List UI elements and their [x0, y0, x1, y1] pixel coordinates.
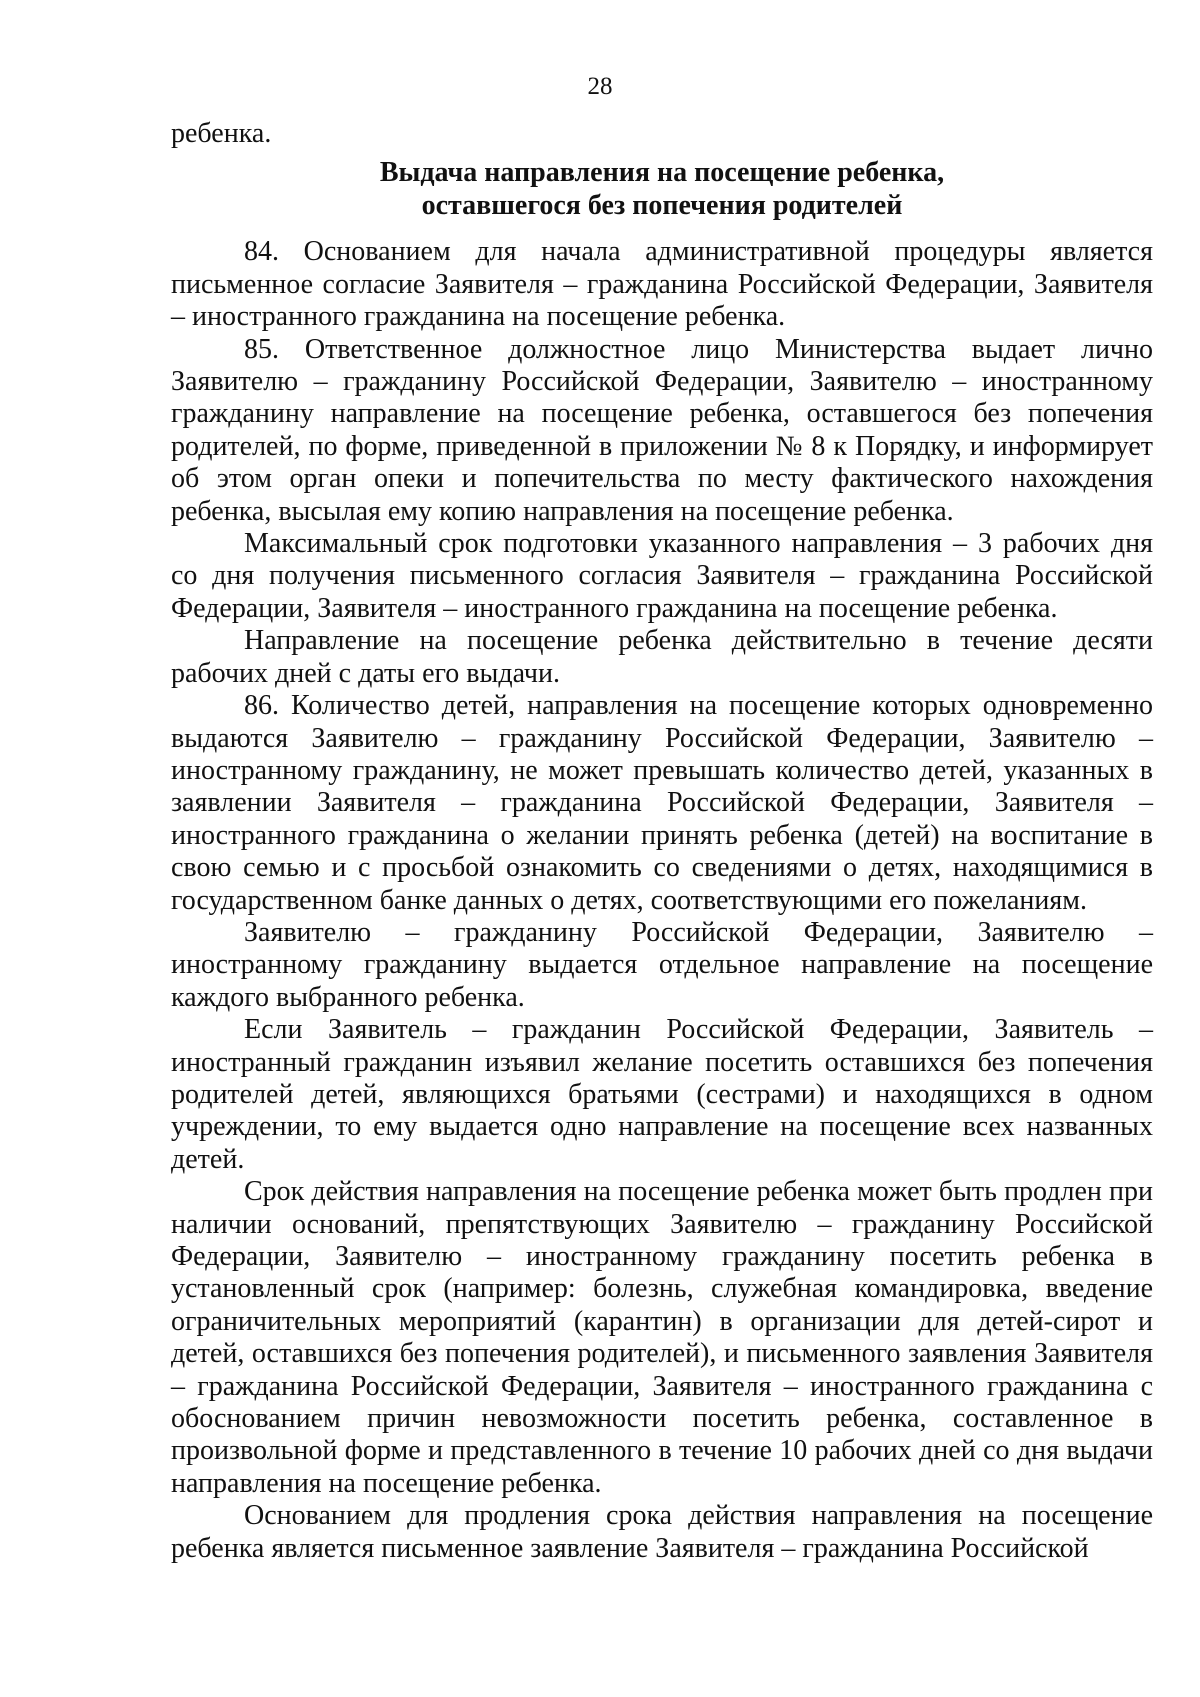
- paragraph-extension: Срок действия направления на посещение ребенка может быть продлен при наличии оснований, препятствующих Заявителю – гражданину Российской Федерации, Заявителю – иностранному гражданину посетить ребенка в установленный срок (например: болезнь, служебная командировка, введение ограничительных мероприятий (карантин) в организации для детей-сирот и детей, оставшихся без попечения родителей), и письменного заявления Заявителя – гражданина Российской Федерации, Заявителя – иностранного гражданина с обоснованием причин невозможности посетить ребенка, составленное в произвольной форме и представленного в течение 10 рабочих дней со дня выдачи направления на посещение ребенка.: [171, 1176, 1153, 1499]
- paragraph-86: 86. Количество детей, направления на посещение которых одновременно выдаются Заявителю – гражданину Российской Федерации, Заявителю – иностранному гражданину, не может превышать количество детей, указанных в заявлении Заявителя – гражданина Российской Федерации, Заявителя – иностранного гражданина о желании принять ребенка (детей) на воспитание в свою семью и с просьбой ознакомить со сведениями о детях, находящимися в государственном банке данных о детях, соответствующими его пожеланиям.: [171, 690, 1153, 916]
- paragraph-84: 84. Основанием для начала административной процедуры является письменное согласие Заявителя – гражданина Российской Федерации, Заявителя – иностранного гражданина на посещение ребенка.: [171, 236, 1153, 333]
- section-heading: [171, 156, 1153, 222]
- carryover-text: ребенка.: [171, 118, 272, 149]
- paragraph-separate-referral: Заявителю – гражданину Российской Федерации, Заявителю – иностранному гражданину выдается отдельное направление на посещение каждого выбранного ребенка.: [171, 916, 1153, 1013]
- paragraph-siblings: Если Заявитель – гражданин Российской Федерации, Заявитель – иностранный гражданин изъявил желание посетить оставшихся без попечения родителей детей, являющихся братьями (сестрами) и находящихся в одном учреждении, то ему выдается одно направление на посещение всех названных детей.: [171, 1014, 1153, 1175]
- paragraph-validity: Направление на посещение ребенка действительно в течение десяти рабочих дней с даты его выдачи.: [171, 625, 1153, 689]
- section-heading-line-1: Выдача направления на посещение ребенка,: [379, 157, 945, 189]
- paragraph-max-term: Максимальный срок подготовки указанного направления – 3 рабочих дня со дня получения письменного согласия Заявителя – гражданина Российской Федерации, Заявителя – иностранного гражданина на посещение ребенка.: [171, 528, 1153, 624]
- paragraph-extension-basis: Основанием для продления срока действия направления на посещение ребенка является письменное заявление Заявителя – гражданина Российской: [171, 1500, 1153, 1564]
- page-number: 28: [587, 73, 613, 100]
- document-body: [171, 118, 1153, 1565]
- paragraph-85: 85. Ответственное должностное лицо Министерства выдает лично Заявителю – гражданину Российской Федерации, Заявителю – иностранному гражданину направление на посещение ребенка, оставшегося без попечения родителей, по форме, приведенной в приложении № 8 к Порядку, и информирует об этом орган опеки и попечительства по месту фактического нахождения ребенка, высылая ему копию направления на посещение ребенка.: [171, 333, 1153, 527]
- section-heading-line-2: оставшегося без попечения родителей: [421, 190, 903, 222]
